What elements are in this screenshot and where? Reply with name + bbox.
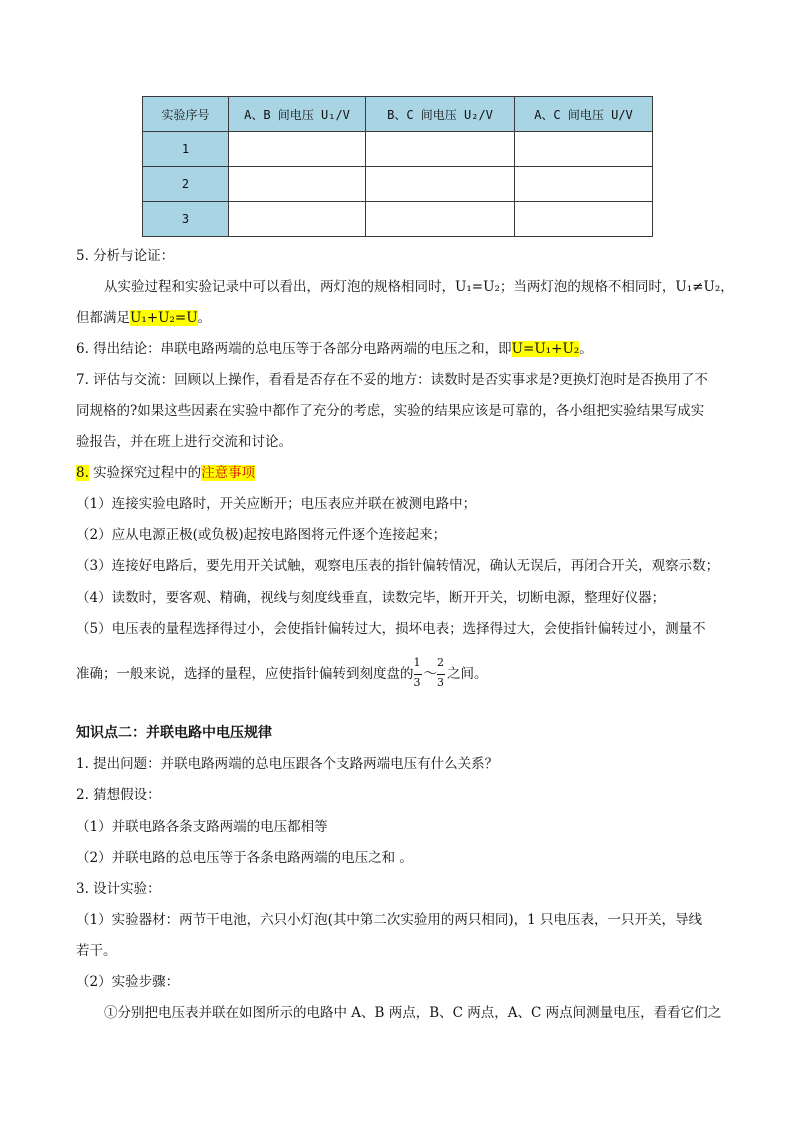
table-cell: [515, 132, 653, 167]
table-row: [143, 202, 653, 237]
kp2-question-2: 2. 猜想假设：: [76, 787, 161, 803]
kp2-question-3: 3. 设计实验：: [76, 881, 161, 897]
table-cell: [229, 202, 366, 237]
table-header-cell: B、C 间电压 U₂/V: [366, 97, 515, 132]
table-header-cell: A、C 间电压 U/V: [515, 97, 653, 132]
experiment-steps-title: （2）实验步骤：: [76, 974, 180, 990]
table-cell: [515, 167, 653, 202]
section-7-line-2: 同规格的?如果这些因素在实验中都作了充分的考虑，实验的结果应该是可靠的，各小组把实验结果写成实: [76, 403, 705, 419]
table-cell: [366, 132, 515, 167]
tilde-symbol: ～: [423, 666, 437, 682]
hypothesis-item: （2）并联电路的总电压等于各条电路两端的电压之和 。: [76, 850, 413, 866]
text-span: 。: [579, 341, 593, 357]
note-item: （3）连接好电路后，要先用开关试触，观察电压表的指针偏转情况，确认无误后，再闭合开关，观察示数；: [76, 558, 720, 574]
section-7-line-1: 7. 评估与交流：回顾以上操作，看看是否存在不妥的地方：读数时是否实事求是?更换灯泡时是否换用了不: [76, 372, 708, 388]
fraction-two-thirds: [437, 655, 447, 695]
fraction-numerator: 1: [413, 655, 421, 669]
fraction-numerator: 2: [437, 655, 444, 669]
fraction-denominator: 3: [437, 675, 444, 689]
table-cell: [229, 167, 366, 202]
experiment-materials-line-2: 若干。: [76, 943, 117, 959]
table-row-index: 3: [143, 202, 229, 237]
table-cell: [366, 202, 515, 237]
fraction-bar: [414, 674, 422, 675]
table-cell: [229, 132, 366, 167]
table-row: [143, 167, 653, 202]
text-span: 。: [197, 310, 212, 326]
table-row-index: 2: [143, 167, 229, 202]
fraction-denominator: 3: [413, 675, 421, 689]
knowledge-point-2-heading: 知识点二：并联电路中电压规律: [76, 725, 272, 741]
note-item: （4）读数时，要客观、精确，视线与刻度线垂直，读数完毕，断开开关，切断电源，整理好仪器；: [76, 590, 666, 606]
kp2-question-1: 1. 提出问题：并联电路两端的总电压跟各个支路两端电压有什么关系？: [76, 756, 499, 772]
fraction-bar: [437, 674, 445, 675]
section-7-line-3: 验报告，并在班上进行交流和讨论。: [76, 434, 292, 450]
fraction-one-third: [414, 655, 424, 695]
table-row: [143, 132, 653, 167]
highlighted-formula: U₁+U₂=U: [130, 310, 198, 326]
text-span: 准确；一般来说，选择的量程，应使指针偏转到刻度盘的: [76, 666, 414, 682]
section-5-paragraph-line-1: 从实验过程和实验记录中可以看出，两灯泡的规格相同时，U₁=U₂；当两灯泡的规格不相同时，U₁≠U₂，: [104, 279, 734, 295]
experiment-step-1: ①分别把电压表并联在如图所示的电路中 A、B 两点，B、C 两点，A、C 两点间测量电压，看看它们之: [104, 1005, 722, 1021]
table-header-cell: A、B 间电压 U₁/V: [229, 97, 366, 132]
table-header-cell: 实验序号: [143, 97, 229, 132]
text-span: 6. 得出结论：串联电路两端的总电压等于各部分电路两端的电压之和，即: [76, 341, 512, 357]
text-span: 实验探究过程中的: [88, 465, 202, 481]
hypothesis-item: （1）并联电路各条支路两端的电压都相等: [76, 819, 328, 835]
section-5-paragraph-line-2: [76, 308, 211, 328]
highlighted-keyword: 注意事项: [201, 465, 256, 481]
text-span: 但都满足: [76, 310, 130, 326]
table-row-index: 1: [143, 132, 229, 167]
highlighted-formula: U=U₁+U₂: [511, 341, 580, 357]
note-item: （5）电压表的量程选择得过小，会使指针偏转过大，损坏电表；选择得过大，会使指针偏转过小，测量不: [76, 621, 706, 637]
table-cell: [515, 202, 653, 237]
section-8-number: 8.: [76, 465, 89, 481]
section-5-title: 5. 分析与论证：: [76, 248, 175, 264]
table-header-row: [143, 97, 653, 132]
note-5-continuation: [76, 654, 488, 695]
note-item: （2）应从电源正极(或负极)起按电路图将元件逐个连接起来；: [76, 527, 447, 543]
section-8-title: [76, 463, 255, 483]
text-span: 之间。: [447, 666, 488, 682]
table-cell: [366, 167, 515, 202]
voltage-record-table: [142, 96, 653, 237]
experiment-materials-line-1: （1）实验器材：两节干电池，六只小灯泡(其中第二次实验用的两只相同)，1 只电压表，一只开关，导线: [76, 912, 703, 928]
note-item: （1）连接实验电路时，开关应断开；电压表应并联在被测电路中；: [76, 496, 477, 512]
section-6-conclusion: [76, 339, 593, 359]
